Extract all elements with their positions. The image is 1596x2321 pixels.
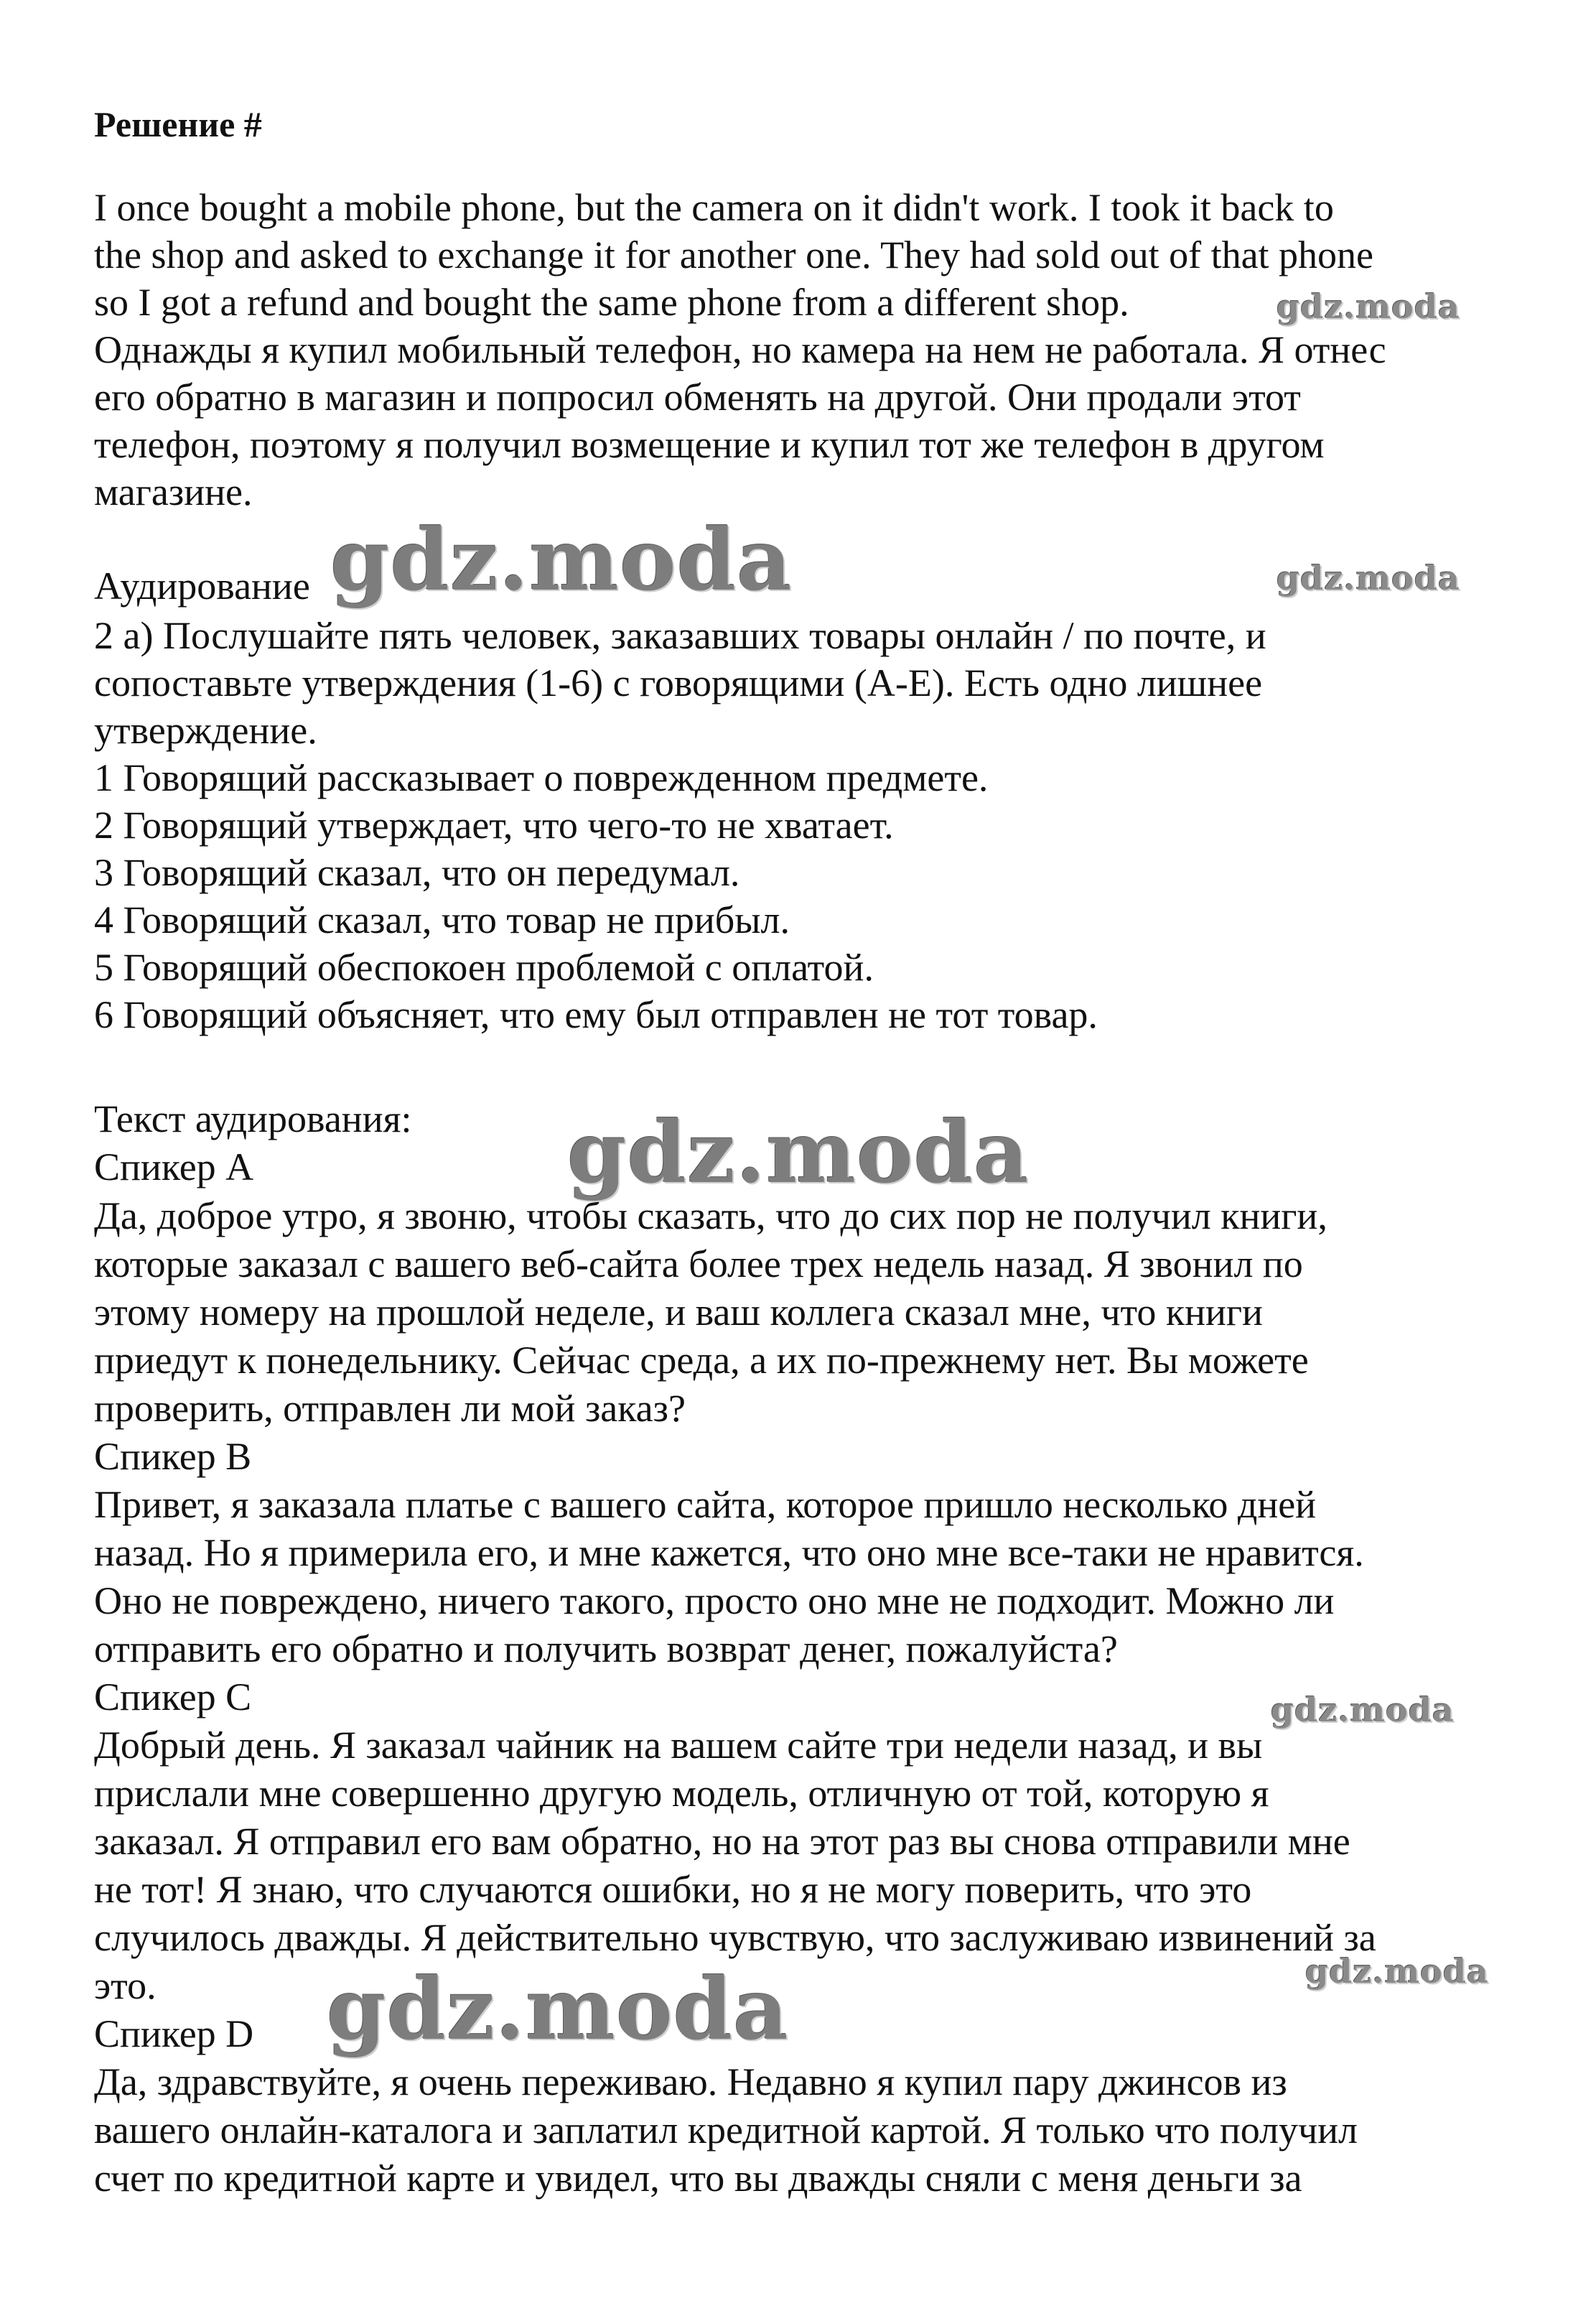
text-line: Оно не повреждено, ничего такого, просто оно мне не подходит. Можно ли [94, 1579, 1335, 1622]
text-line: его обратно в магазин и попросил обменять на другой. Они продали этот [94, 376, 1301, 419]
text-line: Однажды я купил мобильный телефон, но камера на нем не работала. Я отнес [94, 328, 1386, 371]
statement-item: 3 Говорящий сказал, что он передумал. [94, 851, 740, 894]
text-line: вашего онлайн-каталога и заплатил кредитной картой. Я только что получил [94, 2108, 1358, 2152]
text-line: которые заказал с вашего веб-сайта более трех недель назад. Я звонил по [94, 1242, 1303, 1285]
statement-item: 4 Говорящий сказал, что товар не прибыл. [94, 898, 790, 941]
speaker-label: Спикер B [94, 1435, 252, 1478]
speaker-label: Спикер A [94, 1145, 254, 1189]
watermark: gdz.moda [330, 510, 793, 610]
watermark: gdz.moda [327, 1959, 789, 2059]
text-line: счет по кредитной карте и увидел, что вы дважды сняли с меня деньги за [94, 2157, 1302, 2200]
speaker-label: Спикер C [94, 1675, 252, 1718]
text-line: утверждение. [94, 709, 317, 752]
text-line: сопоставьте утверждения (1-6) с говорящими (A-E). Есть одно лишнее [94, 661, 1263, 704]
text-line: Добрый день. Я заказал чайник на вашем сайте три недели назад, и вы [94, 1724, 1263, 1767]
text-line: заказал. Я отправил его вам обратно, но на этот раз вы снова отправили мне [94, 1820, 1350, 1863]
text-line: Да, здравствуйте, я очень переживаю. Недавно я купил пару джинсов из [94, 2060, 1287, 2103]
section-title-listening: Аудирование [94, 564, 310, 608]
text-line: the shop and asked to exchange it for another one. They had sold out of that phone [94, 233, 1374, 276]
text-line: приедут к понедельнику. Сейчас среда, а их по-прежнему нет. Вы можете [94, 1339, 1309, 1382]
text-line: проверить, отправлен ли мой заказ? [94, 1387, 686, 1430]
text-line: прислали мне совершенно другую модель, отличную от той, которую я [94, 1772, 1269, 1815]
section-title-transcript: Текст аудирования: [94, 1097, 412, 1140]
text-line: этому номеру на прошлой неделе, и ваш коллега сказал мне, что книги [94, 1290, 1263, 1334]
statement-item: 6 Говорящий объясняет, что ему был отправлен не тот товар. [94, 993, 1098, 1036]
statement-item: 2 Говорящий утверждает, что чего-то не хватает. [94, 804, 894, 847]
text-line: I once bought a mobile phone, but the camera on it didn't work. I took it back to [94, 186, 1334, 229]
watermark: gdz.moda [567, 1102, 1030, 1202]
text-line: не тот! Я знаю, что случаются ошибки, но я не могу поверить, что это [94, 1868, 1252, 1911]
text-line: это. [94, 1964, 157, 2007]
text-line: назад. Но я примерила его, и мне кажется, что оно мне все-таки не нравится. [94, 1531, 1364, 1574]
speaker-label: Спикер D [94, 2012, 254, 2055]
watermark: gdz.moda [1305, 1952, 1489, 1991]
text-line: so I got a refund and bought the same phone from a different shop. [94, 281, 1129, 324]
text-line: Да, доброе утро, я звоню, чтобы сказать, что до сих пор не получил книги, [94, 1194, 1327, 1237]
solution-heading: Решение # [94, 104, 262, 144]
watermark: gdz.moda [1277, 559, 1460, 597]
watermark: gdz.moda [1277, 287, 1460, 326]
watermark: gdz.moda [1271, 1690, 1455, 1729]
text-line: отправить его обратно и получить возврат денег, пожалуйста? [94, 1627, 1118, 1670]
statement-item: 1 Говорящий рассказывает о поврежденном предмете. [94, 756, 989, 799]
text-line: телефон, поэтому я получил возмещение и купил тот же телефон в другом [94, 423, 1325, 466]
text-line: магазине. [94, 470, 253, 513]
text-line: 2 а) Послушайте пять человек, заказавших товары онлайн / по почте, и [94, 614, 1266, 657]
text-line: случилось дважды. Я действительно чувствую, что заслуживаю извинений за [94, 1916, 1376, 1959]
statement-item: 5 Говорящий обеспокоен проблемой с оплатой. [94, 946, 874, 989]
text-line: Привет, я заказала платье с вашего сайта, которое пришло несколько дней [94, 1483, 1317, 1526]
